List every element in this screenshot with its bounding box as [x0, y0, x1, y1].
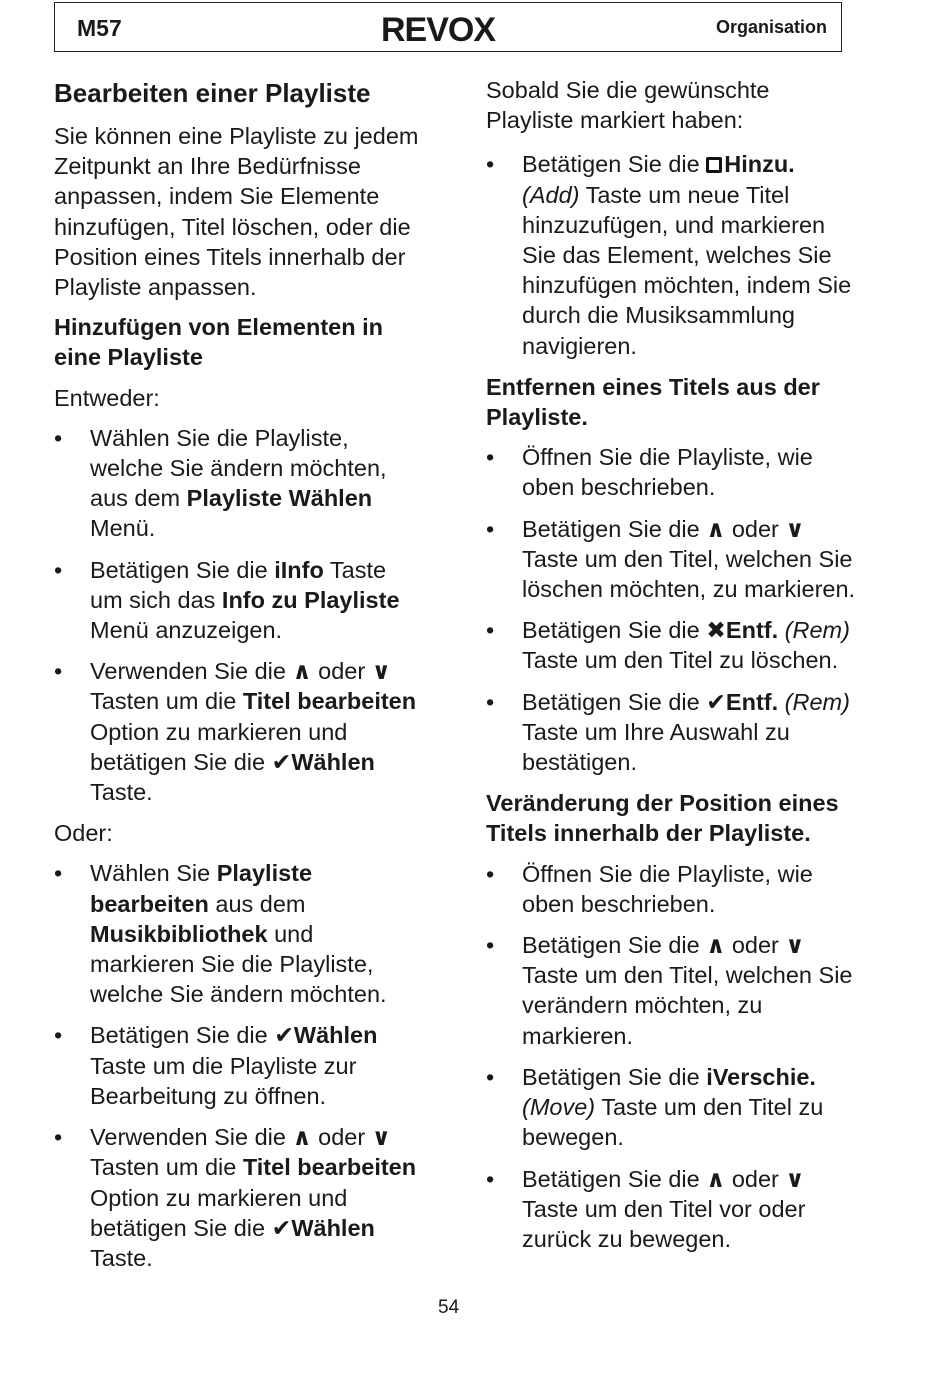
either-steps — [54, 423, 424, 807]
chevron-down-icon: ∨ — [371, 1124, 391, 1151]
info-icon: i — [706, 1063, 713, 1090]
list-item: • Öffnen Sie die Playliste, wie oben beschrieben. — [486, 442, 856, 502]
list-item: • Betätigen Sie die ∧ oder ∨ Taste um den Titel vor oder zurück zu bewegen. — [486, 1164, 856, 1255]
info-icon: i — [274, 556, 281, 583]
chevron-up-icon: ∧ — [292, 1124, 312, 1151]
add-square-icon — [706, 157, 722, 173]
left-column — [54, 75, 424, 1284]
list-item: • Wählen Sie Playliste bearbeiten aus dem Musikbibliothek und markieren Sie die Playliste, welche Sie ändern möchten. — [54, 858, 424, 1009]
either-label: Entweder: — [54, 384, 160, 411]
check-icon: ✔ — [706, 688, 726, 715]
page-header — [54, 2, 842, 52]
chevron-up-icon: ∧ — [706, 932, 726, 959]
chevron-up-icon: ∧ — [706, 1165, 726, 1192]
heading-move-title: Veränderung der Position eines Titels innerhalb der Playliste. — [486, 790, 839, 847]
page-number: 54 — [438, 1297, 460, 1318]
model-label: M57 — [77, 15, 122, 41]
chevron-down-icon: ∨ — [785, 1165, 805, 1192]
heading-remove-title: Entfernen eines Titels aus der Playliste. — [486, 373, 820, 431]
move-steps — [486, 859, 856, 1254]
check-icon: ✔ — [271, 748, 292, 775]
add-steps — [486, 149, 856, 360]
list-item: • Verwenden Sie die ∧ oder ∨ Tasten um die Titel bearbeiten Option zu markieren und betätigen Sie die ✔Wählen Taste. — [54, 656, 424, 807]
remove-steps — [486, 442, 856, 777]
chevron-up-icon: ∧ — [706, 515, 726, 542]
check-icon: ✔ — [274, 1022, 294, 1049]
page-title: Bearbeiten einer Playliste — [54, 78, 371, 108]
check-icon: ✔ — [271, 1214, 292, 1241]
chevron-down-icon: ∨ — [785, 932, 805, 959]
list-item: • Betätigen Sie die ∧ oder ∨ Taste um den Titel, welchen Sie löschen möchten, zu markieren. — [486, 514, 856, 605]
list-item: • Betätigen Sie die ✔Entf. (Rem) Taste um Ihre Auswahl zu bestätigen. — [486, 687, 856, 778]
chevron-down-icon: ∨ — [785, 515, 805, 542]
chevron-down-icon: ∨ — [371, 658, 391, 685]
list-item: • Betätigen Sie die ✔Wählen Taste um die Playliste zur Bearbeitung zu öffnen. — [54, 1020, 424, 1111]
list-item: • Betätigen Sie die iInfo Taste um sich das Info zu Playliste Menü anzuzeigen. — [54, 555, 424, 646]
section-label: Organisation — [715, 17, 827, 37]
list-item: • Öffnen Sie die Playliste, wie oben beschrieben. — [486, 859, 856, 919]
right-intro: Sobald Sie die gewünschte Playliste markiert haben: — [486, 77, 770, 134]
list-item: • Betätigen Sie die iVerschie. (Move) Taste um den Titel zu bewegen. — [486, 1062, 856, 1153]
or-label: Oder: — [54, 820, 113, 847]
cross-icon: ✖ — [706, 617, 726, 644]
list-item: • Betätigen Sie die ∧ oder ∨ Taste um den Titel, welchen Sie verändern möchten, zu markieren. — [486, 930, 856, 1051]
or-steps — [54, 858, 424, 1273]
revox-logo: REVOX — [381, 11, 496, 49]
list-item: • Betätigen Sie die Hinzu. (Add) Taste um neue Titel hinzuzufügen, und markieren Sie das Element, welches Sie hinzufügen möchten, indem Sie durch die Musiksammlung navigieren. — [486, 149, 856, 360]
list-item: • Wählen Sie die Playliste, welche Sie ändern möchten, aus dem Playliste Wählen Menü. — [54, 423, 424, 544]
list-item: • Verwenden Sie die ∧ oder ∨ Tasten um die Titel bearbeiten Option zu markieren und betätigen Sie die ✔Wählen Taste. — [54, 1122, 424, 1273]
list-item: • Betätigen Sie die ✖Entf. (Rem) Taste um den Titel zu löschen. — [486, 615, 856, 675]
intro-paragraph: Sie können eine Playliste zu jedem Zeitpunkt an Ihre Bedürfnisse anpassen, indem Sie Elemente hinzufügen, Titel löschen, oder die Position eines Titels innerhalb der Playliste anpassen. — [54, 123, 419, 301]
chevron-up-icon: ∧ — [292, 658, 312, 685]
heading-add-elements: Hinzufügen von Elementen in eine Playliste — [54, 314, 384, 371]
right-column — [486, 75, 856, 1265]
